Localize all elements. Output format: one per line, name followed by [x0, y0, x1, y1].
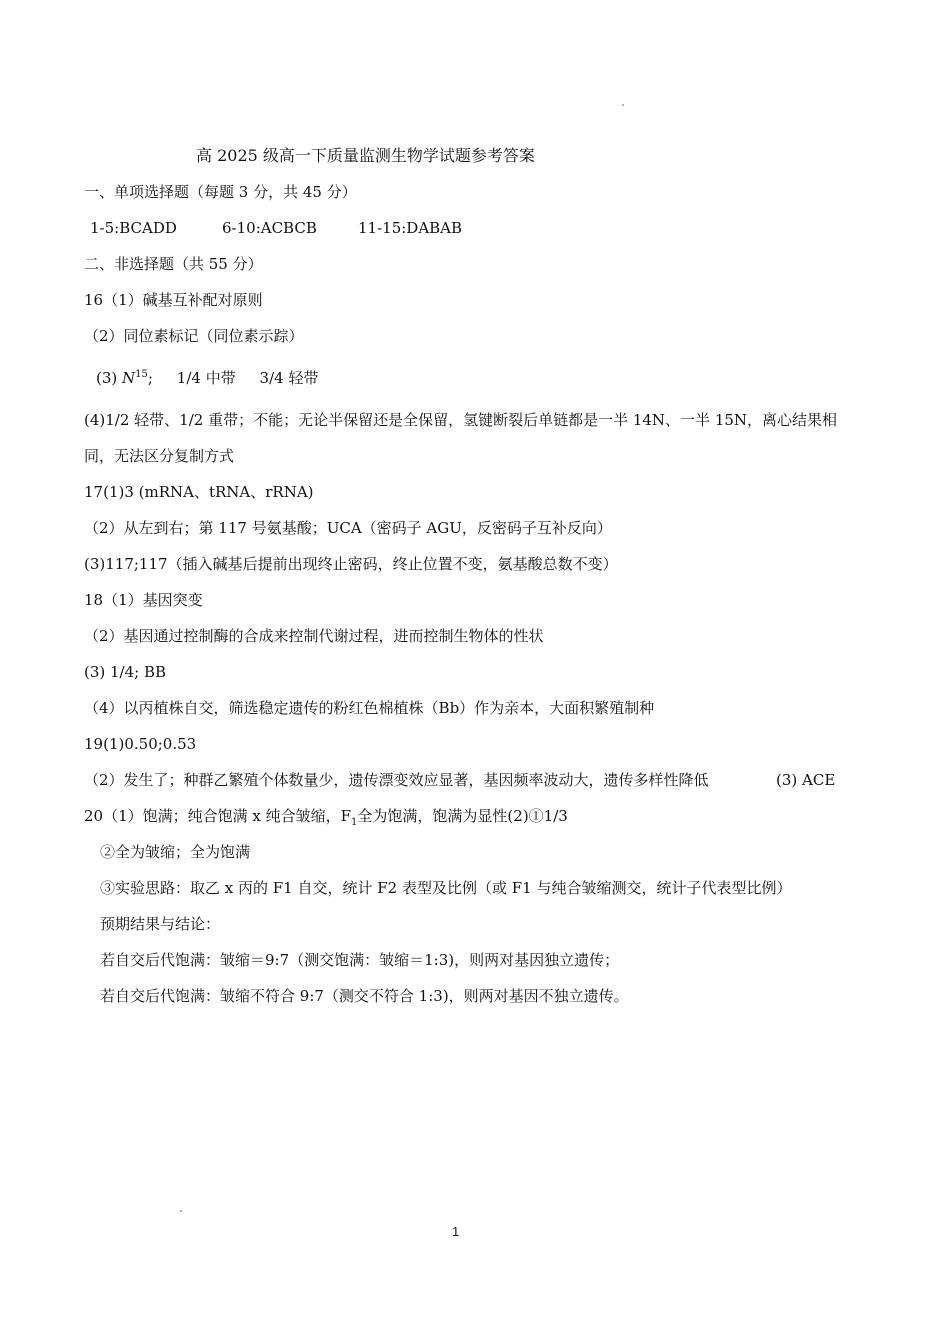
section2-heading: 二、非选择题（共 55 分）: [84, 255, 263, 273]
q18-part2: （2）基因通过控制酶的合成来控制代谢过程，进而控制生物体的性状: [84, 627, 544, 645]
q18-part4: （4）以丙植株自交，筛选稳定遗传的粉红色棉植株（Bb）作为亲本，大面积繁殖制种: [84, 699, 655, 717]
q20-part1-b: 全为饱满，饱满为显性(2)①1/3: [357, 807, 568, 825]
answers-6-10: 6-10:ACBCB: [222, 219, 317, 237]
document-title: 高 2025 级高一下质量监测生物学试题参考答案: [196, 146, 535, 165]
q17-part2: （2）从左到右；第 117 号氨基酸；UCA（密码子 AGU，反密码子互补反向）: [84, 519, 612, 537]
q19-part1: 19(1)0.50;0.53: [84, 735, 197, 753]
q20-part6: 若自交后代饱满：皱缩不符合 9:7（测交不符合 1:3)，则两对基因不独立遗传。: [100, 987, 629, 1005]
f1-subscript: 1: [351, 817, 358, 828]
q18-part1: 18（1）基因突变: [84, 591, 203, 609]
q20-part2: ②全为皱缩；全为饱满: [100, 843, 251, 861]
q20-part1-a: 20（1）饱满；纯合饱满 x 纯合皱缩，F: [84, 807, 352, 825]
q16-part2: （2）同位素标记（同位素示踪）: [84, 327, 304, 345]
section1-heading: 一、单项选择题（每题 3 分，共 45 分）: [84, 183, 357, 201]
q16-part4: (4)1/2 轻带、1/2 重带；不能；无论半保留还是全保留，氢键断裂后单链都是一半 14N、一半 15N，离心结果相同，无法区分复制方式: [84, 411, 838, 465]
q19-part3: (3) ACE: [776, 771, 836, 789]
stray-dot-top: [622, 104, 624, 106]
q20-part4: 预期结果与结论：: [100, 915, 221, 933]
q20-part5: 若自交后代饱满：皱缩＝9:7（测交饱满：皱缩＝1:3)，则两对基因独立遗传；: [100, 951, 620, 969]
choice-answers-row: [90, 218, 177, 238]
nitrogen-symbol: N: [122, 369, 136, 387]
nitrogen-isotope-sup: 15: [135, 369, 148, 380]
q16-part3-rest: ; 1/4 中带 3/4 轻带: [147, 369, 319, 387]
answers-11-15: 11-15:DABAB: [358, 219, 463, 237]
q18-part3: (3) 1/4; BB: [84, 663, 167, 681]
choice-answers-11-15-wrap: [358, 218, 462, 238]
stray-dot-bottom: [180, 1210, 182, 1212]
q16-part1: 16（1）碱基互补配对原则: [84, 291, 263, 309]
q17-part1: 17(1)3 (mRNA、tRNA、rRNA): [84, 483, 314, 501]
page-number: 1: [452, 1224, 460, 1239]
answers-1-5: 1-5:BCADD: [90, 219, 177, 237]
choice-answers-6-10-wrap: [222, 218, 317, 238]
q20-part1: [84, 806, 568, 829]
q20-part3: ③实验思路：取乙 x 丙的 F1 自交，统计 F2 表型及比例（或 F1 与纯合皱缩测交，统计子代表型比例）: [100, 879, 792, 897]
q16-part3: [96, 368, 318, 391]
q17-part3: (3)117;117（插入碱基后提前出现终止密码，终止位置不变，氨基酸总数不变）: [84, 555, 618, 573]
q19-part2: （2）发生了；种群乙繁殖个体数量少，遗传漂变效应显著，基因频率波动大，遗传多样性降低: [84, 771, 709, 789]
q16-part3-prefix: (3): [96, 369, 118, 387]
